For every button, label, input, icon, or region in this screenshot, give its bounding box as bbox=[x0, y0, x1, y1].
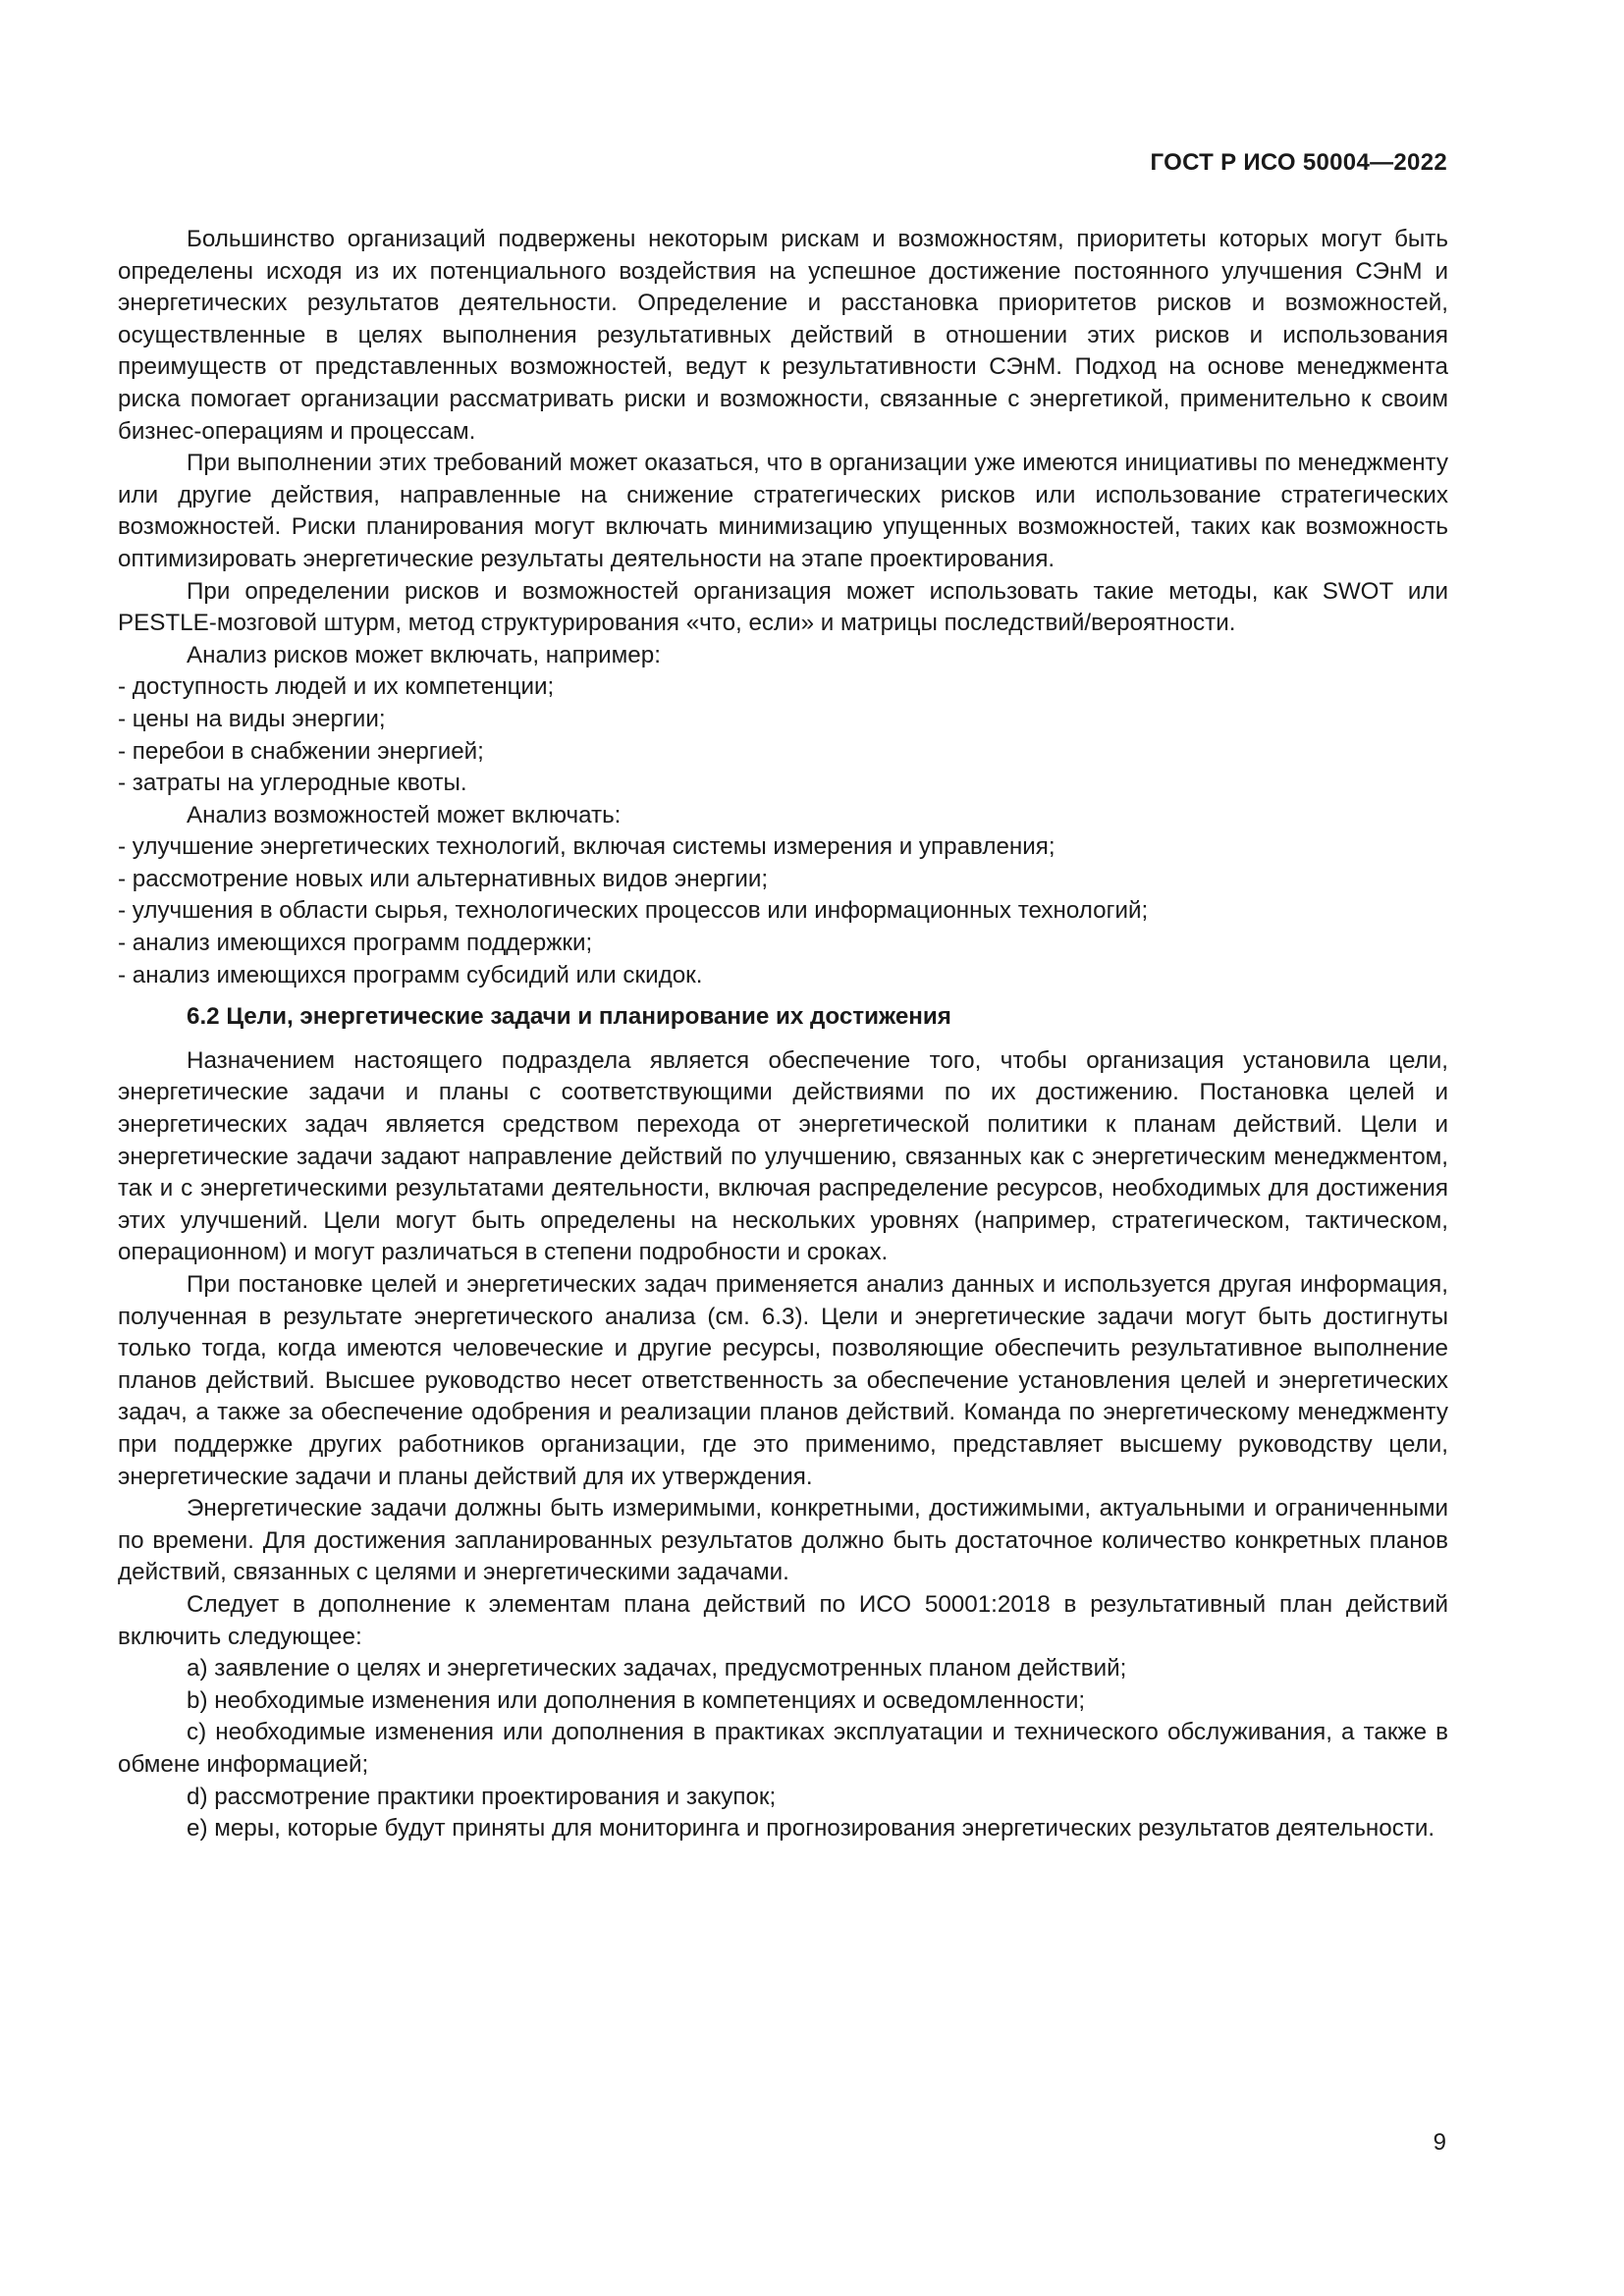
paragraph-risks-opportunities: Большинство организаций подвержены некоторым рискам и возможностям, приоритеты которых могут быть определены исходя из их потенциального воздействия на успешное достижение постоянного улучшения СЭнМ и энергетических результатов деятельности. Определение и расстановка приоритетов рисков и возможностей, осуществленные в целях выполнения результативных действий в отношении этих рисков и использования преимуществ от представленных возможностей, ведут к результативности СЭнМ. Подход на основе менеджмента риска помогает организации рассматривать риски и возможности, связанные с энергетикой, применительно к своим бизнес-операциям и процессам. bbox=[118, 226, 1448, 445]
list-item: - доступность людей и их компетенции; bbox=[118, 673, 555, 701]
action-plan-item: d) рассмотрение практики проектирования и закупок; bbox=[187, 1783, 777, 1810]
paragraph-setting-objectives: При постановке целей и энергетических задач применяется анализ данных и используется другая информация, полученная в результате энергетического анализа (см. 6.3). Цели и энергетические задачи могут быть достигнуты только тогда, когда имеются человеческие и другие ресурсы, позволяющие обеспечить результативное выполнение планов действий. Высшее руководство несет ответственность за обеспечение установления целей и энергетических задач, а также за обеспечение одобрения и реализации планов действий. Команда по энергетическому менеджменту при поддержке других работников организации, где это применимо, представляет высшему руководству цели, энергетические задачи и планы действий для их утверждения. bbox=[118, 1271, 1448, 1490]
list-item: - улучшения в области сырья, технологических процессов или информационных технологий; bbox=[118, 897, 1149, 925]
list-item: - анализ имеющихся программ поддержки; bbox=[118, 930, 593, 957]
list-item: - перебои в снабжении энергией; bbox=[118, 737, 484, 765]
risks-list-intro: Анализ рисков может включать, например: bbox=[187, 641, 661, 668]
opportunities-list-intro: Анализ возможностей может включать: bbox=[187, 801, 622, 828]
paragraph-action-plan-intro: Следует в дополнение к элементам плана действий по ИСО 50001:2018 в результативный план действий включить следующее: bbox=[118, 1590, 1448, 1650]
section-heading: 6.2 Цели, энергетические задачи и планирование их достижения bbox=[187, 1003, 951, 1031]
document-code-header: ГОСТ Р ИСО 50004—2022 bbox=[1150, 149, 1447, 176]
paragraph-purpose: Назначением настоящего подраздела является обеспечение того, чтобы организация установила цели, энергетические задачи и планы с соответствующими действиями по их достижению. Постановка целей и энергетических задач является средством перехода от энергетической политики к планам действий. Цели и энергетические задачи задают направление действий по улучшению, связанных как с энергетическим менеджментом, так и с энергетическими результатами деятельности, включая распределение ресурсов, необходимых для достижения этих улучшений. Цели могут быть определены на нескольких уровнях (например, стратегическом, тактическом, операционном) и могут различаться в степени подробности и сроках. bbox=[118, 1046, 1448, 1266]
list-item: - рассмотрение новых или альтернативных видов энергии; bbox=[118, 865, 769, 892]
paragraph-existing-initiatives: При выполнении этих требований может оказаться, что в организации уже имеются инициативы по менеджменту или другие действия, направленные на снижение стратегических рисков или использование стратегических возможностей. Риски планирования могут включать минимизацию упущенных возможностей, таких как возможность оптимизировать энергетические результаты деятельности на этапе проектирования. bbox=[118, 450, 1448, 572]
paragraph-methods: При определении рисков и возможностей организация может использовать такие методы, как SWOT или PESTLE-мозговой штурм, метод структурирования «что, если» и матрицы последствий/вероятности. bbox=[118, 577, 1448, 637]
list-item: - улучшение энергетических технологий, включая системы измерения и управления; bbox=[118, 833, 1056, 861]
page-number: 9 bbox=[1433, 2129, 1446, 2156]
list-item: - цены на виды энергии; bbox=[118, 705, 386, 732]
action-plan-item: b) необходимые изменения или дополнения в компетенциях и осведомленности; bbox=[187, 1686, 1086, 1714]
action-plan-item: a) заявление о целях и энергетических задачах, предусмотренных планом действий; bbox=[187, 1655, 1127, 1682]
paragraph-measurable-targets: Энергетические задачи должны быть измеримыми, конкретными, достижимыми, актуальными и ограниченными по времени. Для достижения запланированных результатов должно быть достаточное количество конкретных планов действий, связанных с целями и энергетическими задачами. bbox=[118, 1495, 1448, 1586]
list-item: - затраты на углеродные квоты. bbox=[118, 770, 467, 797]
document-body bbox=[118, 224, 1448, 1845]
action-plan-item: e) меры, которые будут приняты для мониторинга и прогнозирования энергетических результатов деятельности. bbox=[187, 1815, 1435, 1842]
list-item: - анализ имеющихся программ субсидий или скидок. bbox=[118, 961, 703, 988]
action-plan-item: c) необходимые изменения или дополнения в практиках эксплуатации и технического обслуживания, а также в обмене информацией; bbox=[118, 1719, 1448, 1778]
